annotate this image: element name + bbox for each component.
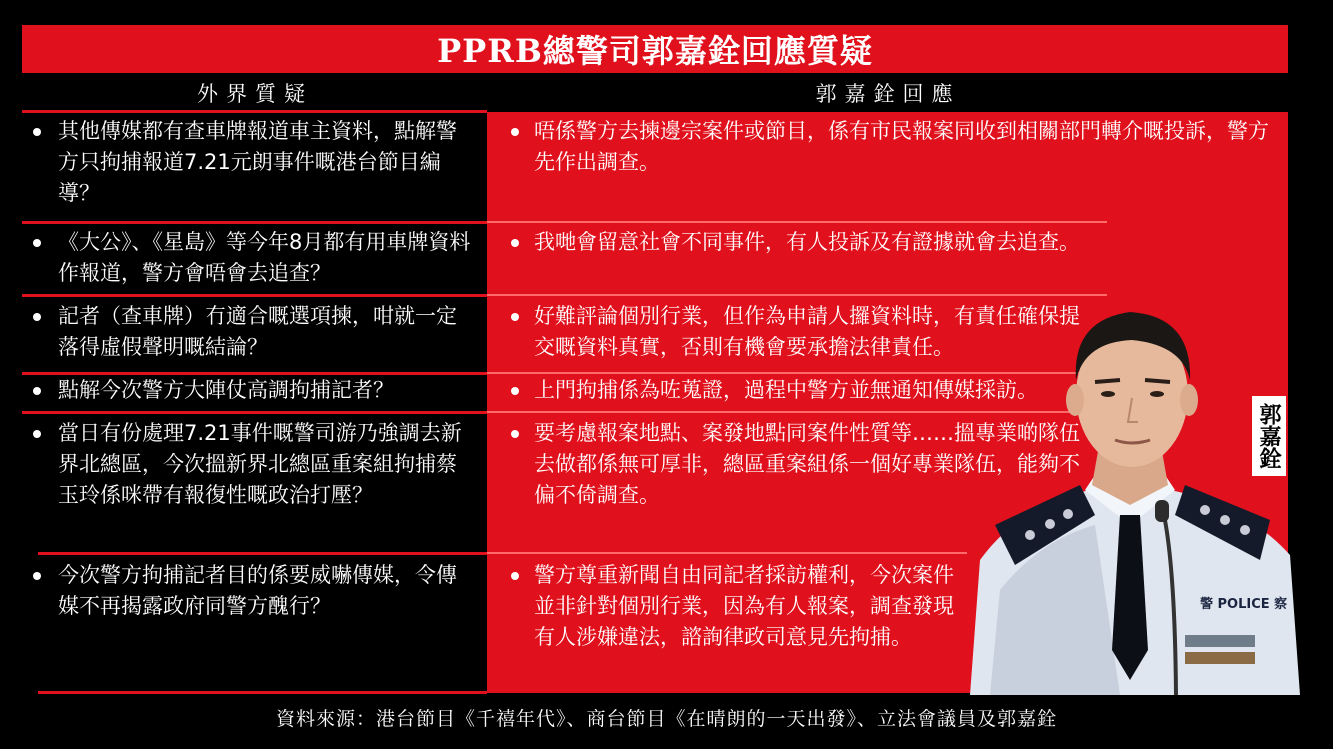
answer-text: 警方尊重新聞自由同記者採訪權利，今次案件並非針對個別行業，因為有人報案，調查發現有人涉嫌違法，諮詢律政司意見先拘捕。 <box>534 563 954 649</box>
bullet-icon <box>33 387 41 395</box>
bullet-icon <box>33 572 41 580</box>
bullet-icon <box>33 239 41 247</box>
question-text: 其他傳媒都有查車牌報道車主資料，點解警方只拘捕報道7.21元朗事件嘅港台節目編導？ <box>58 119 457 205</box>
row-divider <box>22 411 487 414</box>
bullet-icon <box>511 387 519 395</box>
answer-text: 好難評論個別行業，但作為申請人攞資料時，有責任確保提交嘅資料真實，否則有機會要承擔法律責任。 <box>534 304 1080 359</box>
row-divider <box>487 221 1107 223</box>
row-divider <box>38 691 487 694</box>
officer-name-text: 郭嘉銓 <box>1256 403 1282 469</box>
microphone <box>1155 500 1169 522</box>
bullet-icon <box>511 430 519 438</box>
bullet-icon <box>33 128 41 136</box>
officer-name-label <box>1252 396 1286 476</box>
column-header-responses: 郭嘉銓回應 <box>815 82 961 106</box>
row-divider <box>22 221 487 224</box>
question-text: 當日有份處理7.21事件嘅警司游乃強調去新界北總區，今次搵新界北總區重案組拘捕蔡玉玲係咪帶有報復性嘅政治打壓？ <box>58 421 462 507</box>
answer-text: 要考慮報案地點、案發地點同案件性質等……搵專業啲隊伍去做都係無可厚非，總區重案組係一個好專業隊伍，能夠不偏不倚調查。 <box>534 421 1080 507</box>
row-divider <box>22 294 487 297</box>
officer-photo <box>960 290 1300 695</box>
question-text: 記者（查車牌）冇適合嘅選項揀，咁就一定落得虛假聲明嘅結論？ <box>58 304 457 359</box>
answer-text: 唔係警方去揀邊宗案件或節目，係有市民報案同收到相關部門轉介嘅投訴，警方先作出調查。 <box>534 119 1269 174</box>
bullet-icon <box>511 128 519 136</box>
row-divider <box>487 552 967 554</box>
bullet-icon <box>33 430 41 438</box>
row-divider <box>38 552 487 555</box>
source-credit: 資料來源：港台節目《千禧年代》、商台節目《在晴朗的一天出發》、立法會議員及郭嘉銓 <box>275 708 1057 730</box>
bullet-icon <box>511 313 519 321</box>
question-text: 今次警方拘捕記者目的係要威嚇傳媒，令傳媒不再揭露政府同警方醜行？ <box>58 563 457 618</box>
question-text: 點解今次警方大陣仗高調拘捕記者？ <box>58 378 394 402</box>
answer-text: 我哋會留意社會不同事件，有人投訴及有證據就會去追查。 <box>534 230 1080 254</box>
title-bar <box>22 25 1288 73</box>
page-title: PPRB總警司郭嘉銓回應質疑 <box>437 32 873 70</box>
answer-text: 上門拘捕係為咗蒐證，過程中警方並無通知傳媒採訪。 <box>534 378 1038 402</box>
police-badge: 警 POLICE 察 <box>1200 597 1288 612</box>
row-divider <box>22 110 487 113</box>
bullet-icon <box>511 239 519 247</box>
bullet-icon <box>511 572 519 580</box>
column-header-questions: 外界質疑 <box>197 82 313 106</box>
question-text: 《大公》、《星島》等今年8月都有用車牌資料作報道，警方會唔會去追查？ <box>58 230 471 285</box>
bullet-icon <box>33 313 41 321</box>
